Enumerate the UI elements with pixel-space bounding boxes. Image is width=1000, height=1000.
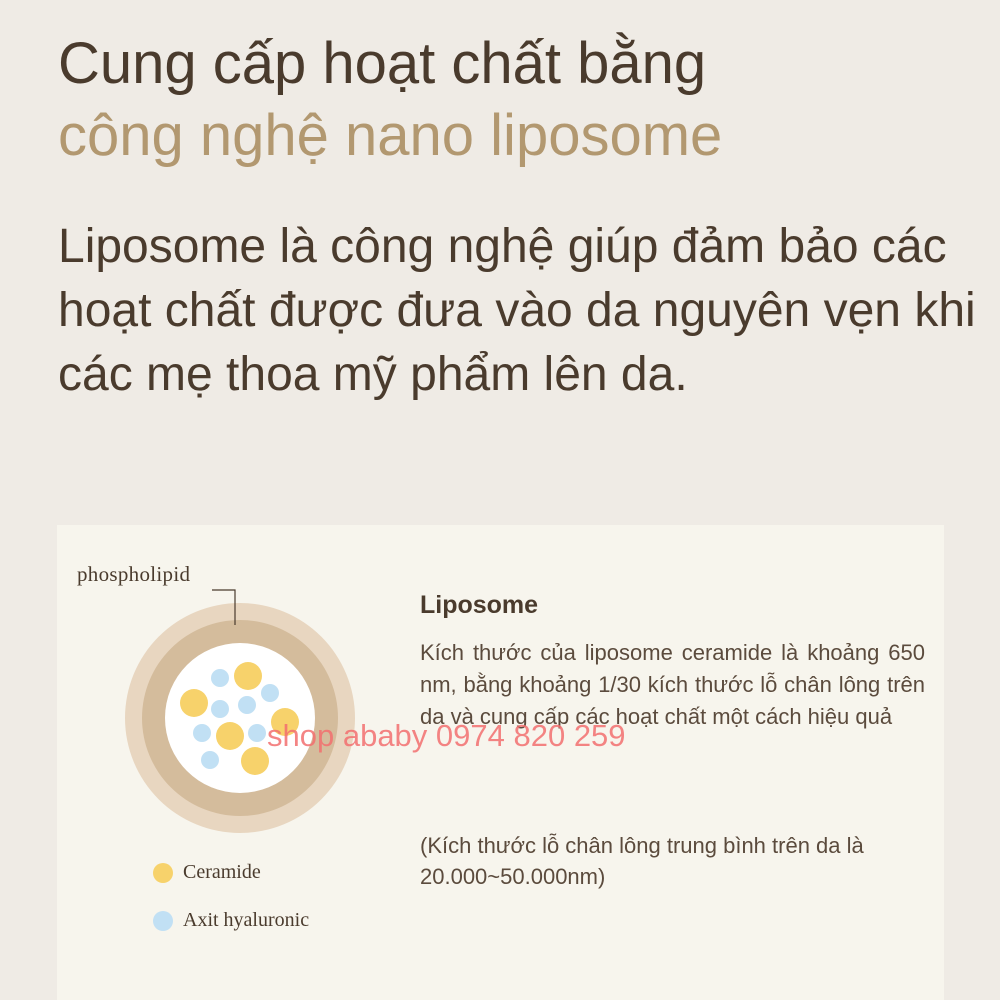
hyaluronic-particle	[238, 696, 256, 714]
hyaluronic-particle	[248, 724, 266, 742]
ceramide-particle	[234, 662, 262, 690]
intro-paragraph: Liposome là công nghệ giúp đảm bảo các hoạt chất được đưa vào da nguyên vẹn khi các mẹ thoa mỹ phẩm lên da.	[58, 220, 976, 401]
legend-item-ceramide	[153, 861, 261, 884]
hyaluronic-particle	[261, 684, 279, 702]
hyaluronic-particle	[211, 700, 229, 718]
watermark: shop ababy 0974 820 259	[267, 718, 626, 753]
ceramide-particle	[180, 689, 208, 717]
phospholipid-label: phospholipid	[77, 562, 191, 586]
legend-label: Ceramide	[183, 861, 261, 883]
ceramide-dot-icon	[153, 863, 173, 883]
legend-label: Axit hyaluronic	[183, 909, 310, 931]
liposome-panel	[57, 525, 944, 1000]
hyaluronic-dot-icon	[153, 911, 173, 931]
legend-item-hyaluronic	[153, 909, 309, 932]
ceramide-particle	[216, 722, 244, 750]
heading-line-2: công nghệ nano liposome	[58, 103, 723, 168]
heading-line-1: Cung cấp hoạt chất bằng	[58, 31, 707, 96]
ceramide-particle	[241, 747, 269, 775]
page-heading	[58, 28, 722, 172]
info-title: Liposome	[420, 591, 539, 619]
info-description: Kích thước của liposome ceramide là khoảng 650 nm, bằng khoảng 1/30 kích thước lỗ chân lông trên da và cung cấp các hoạt chất một cách hiệu quả	[420, 640, 925, 729]
hyaluronic-particle	[193, 724, 211, 742]
hyaluronic-particle	[211, 669, 229, 687]
info-note: (Kích thước lỗ chân lông trung bình trên da là 20.000~50.000nm)	[420, 833, 864, 889]
hyaluronic-particle	[201, 751, 219, 769]
